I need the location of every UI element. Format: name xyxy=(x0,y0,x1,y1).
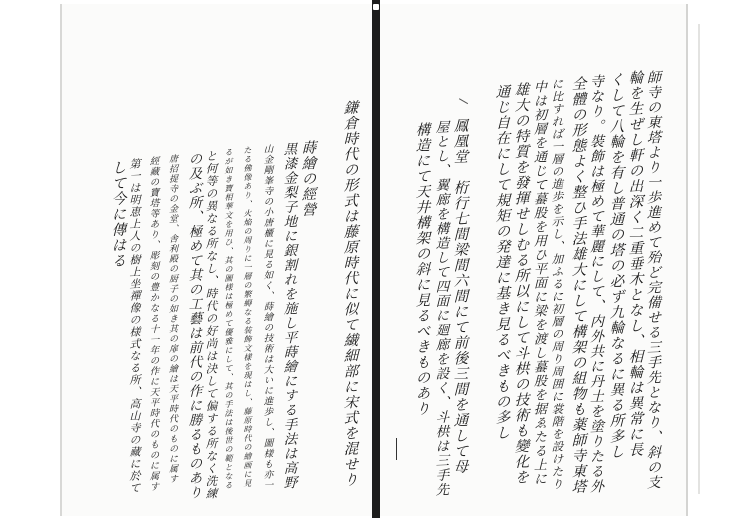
right-column-2: 輪を生ぜし軒の出深く二重垂木となし、相輪は異常に長 xyxy=(626,69,643,458)
right-column-6: に比すれば一層の進歩を示し、加ふるに初層の周り周囲に裳階を設けたり xyxy=(550,77,565,491)
left-column-5: たる佛像あり、火焔の周りに一層の繁縟なる装飾文樣を現はし、藤原時代の繪画に見 xyxy=(243,145,252,489)
right-column-7: 中は初層を通じて蟇股を用ひ平面に梁を渡し蟇股を据ゑたる上に xyxy=(531,79,546,487)
left-column-10: 經藏の寶塔等あり、彫刻の豊かなる十一年の作に天平時代のものに属す xyxy=(147,155,159,493)
stray-pen-mark xyxy=(396,438,397,460)
right-column-11: 屋とし、翼廊を構造して四面に廻廊を設く、斗栱は三手先 xyxy=(432,119,449,498)
right-column-8: 雄大の特質を發揮せしむる所以にして斗栱の技術も變化を xyxy=(512,81,529,486)
left-column-8: の及ぶ所、極めて其の工藝は前代の作に勝るものあり xyxy=(185,151,202,501)
left-column-3: 黒漆金梨子地に銀割れを施し平蒔繪にする手法は高野 xyxy=(280,141,297,491)
right-column-5: 全體の形態よく整ひ手法雄大にして構架の組物も薬師寺東塔 xyxy=(569,75,586,495)
left-column-9: 唐招提寺の金堂、舎利殿の厨子の如き其の扉の繪は天平時代のものに属す xyxy=(167,153,177,485)
right-column-3: くして八輪を有し普通の塔の必ず九輪なるに異る所多し xyxy=(607,71,624,460)
left-column-12: して今に傳はる xyxy=(109,159,126,269)
right-column-4: 寺なり。裝飾は極めて華麗にして、内外共に丹土を塗りたる外 xyxy=(588,73,604,495)
right-column-12: 構造にて天井構架の斜に見るべきものあり xyxy=(413,121,430,417)
left-column-6: るが如き寶相華文を用ひ、其の圖様は極めて優雅にして、其の手法は後世の範となる xyxy=(224,147,233,491)
right-column-9: 通じ自在にして規矩の発達に基き見るべきもの多し xyxy=(493,83,510,441)
left-column-4: 山金剛峯寺の小唐櫃に見る如く、蒔繪の技術は大いに進歩し、圖様も亦一 xyxy=(261,143,273,491)
gutter-speck xyxy=(373,4,379,10)
right-column-1: 師寺の東塔より一歩進めて殆ど完備せる三手先となり、斜の支 xyxy=(645,69,661,491)
right-column-10: 鳳凰堂 桁行七間梁間六間にて前後三間を通して母 xyxy=(451,117,468,475)
left-column-11: 第一は明恵上人の樹上坐禪像の様式なる所、高山寺の藏に於て xyxy=(128,157,141,495)
left-column-7: と何等の異なる所なし、時代の好尚は決して偏する所なく洗練 xyxy=(204,149,219,501)
left-column-heading: 蒔繪の經營 xyxy=(299,139,316,218)
book-gutter xyxy=(372,0,380,518)
left-column-1: 鎌倉時代の形式は藤原時代に似て繊細部に宋式を混せり xyxy=(341,99,358,488)
